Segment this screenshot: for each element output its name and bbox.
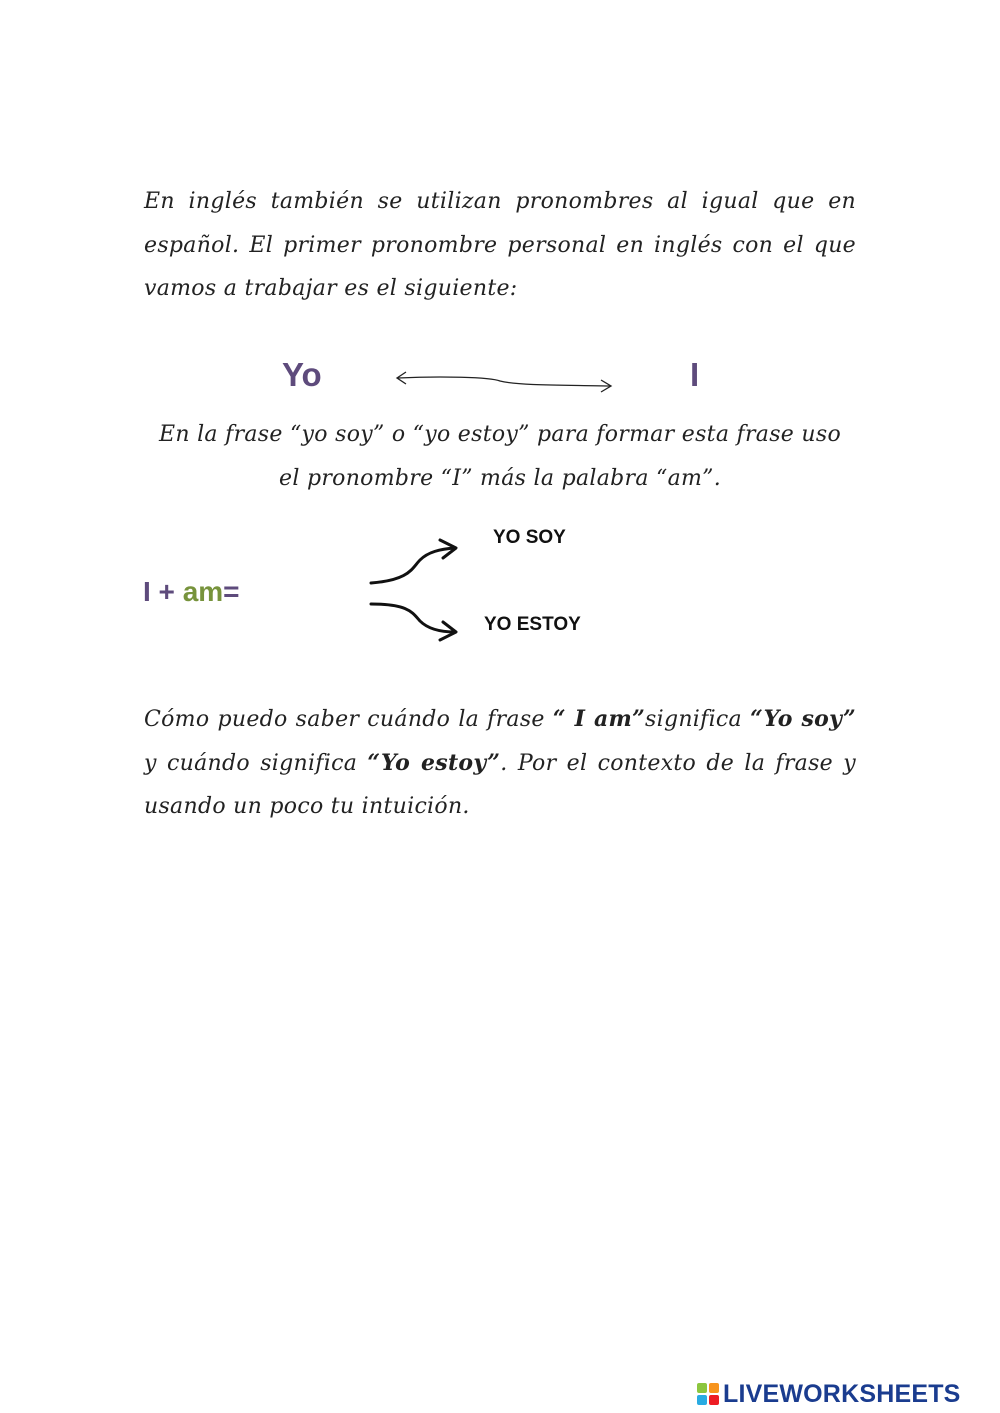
closing-text-4: . Por el contexto de la frase y usando un poco tu intuición. (144, 750, 856, 819)
logo-text: LIVEWORKSHEETS (723, 1379, 961, 1408)
formula-am: am (182, 576, 224, 607)
closing-text-3: y cuándo significa (144, 750, 368, 776)
closing-text-1: Cómo puedo saber cuándo la frase (144, 707, 553, 732)
intro-paragraph: En inglés también se utilizan pronombres al igual que en español. El primer pronombre personal en inglés con el que vamos a trabajar es el siguiente: (144, 189, 856, 301)
meaning-yo-estoy: YO ESTOY (484, 614, 581, 635)
pronoun-i: I (690, 356, 700, 393)
logo-square-1 (697, 1383, 707, 1393)
explanation-paragraph (144, 413, 856, 501)
closing-bold-yo-estoy: “Yo estoy” (367, 749, 501, 776)
branch-arrow-up-icon (371, 540, 456, 583)
meaning-yo-soy: YO SOY (493, 527, 566, 548)
closing-paragraph (144, 698, 856, 829)
closing-bold-i-am: “ I am” (552, 706, 646, 732)
logo-squares-icon (697, 1383, 719, 1405)
liveworksheets-logo (697, 1379, 961, 1409)
logo-square-2 (709, 1383, 719, 1393)
explanation-line-2: el pronombre “I” más la palabra “am”. (279, 466, 721, 491)
formula-i-am (143, 576, 240, 608)
formula-equals: = (223, 576, 240, 607)
double-arrow-icon (397, 372, 611, 392)
branch-arrow-down-icon (371, 604, 456, 640)
explanation-line-1: En la frase “yo soy” o “yo estoy” para formar esta frase uso (158, 422, 842, 447)
logo-square-3 (697, 1395, 707, 1405)
closing-text-2: significa (645, 707, 751, 732)
closing-bold-yo-soy: “Yo soy” (750, 706, 856, 732)
formula-i-plus: I + (143, 576, 183, 607)
logo-square-4 (709, 1395, 719, 1405)
pronoun-yo: Yo (282, 356, 322, 393)
